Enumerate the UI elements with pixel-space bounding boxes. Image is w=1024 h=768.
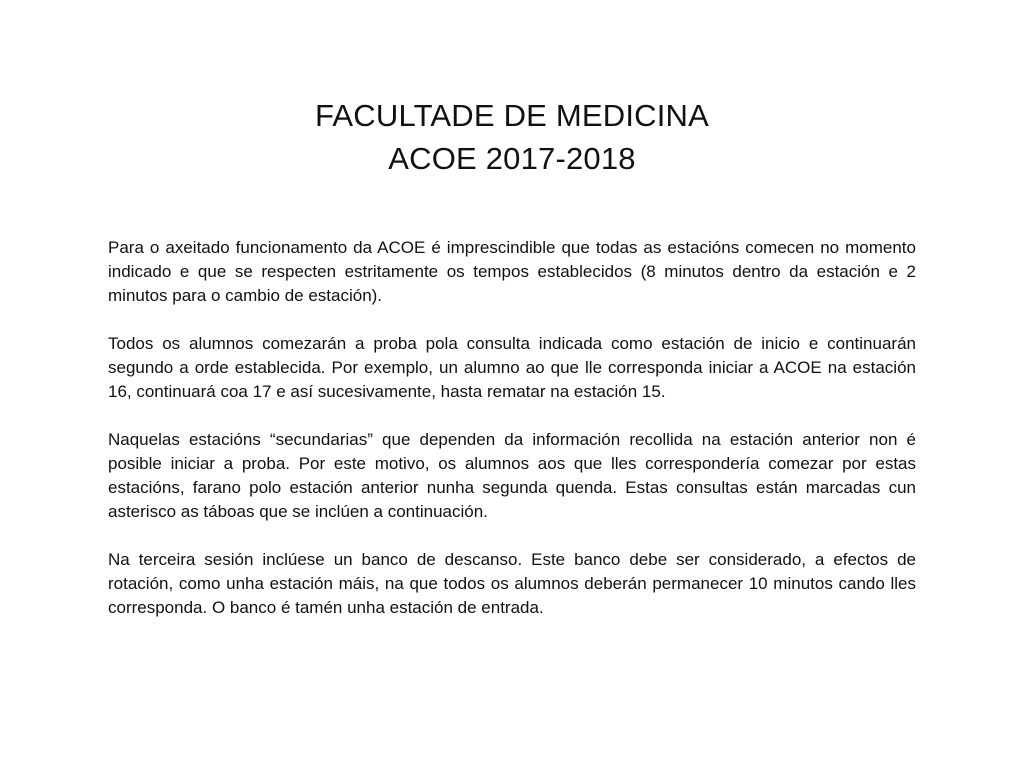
exam-title: ACOE 2017-2018 [388,141,636,176]
paragraph-rest-bench: Na terceira sesión inclúese un banco de descanso. Este banco debe ser considerado, a efectos de rotación, como unha estación máis, na que todos os alumnos deberán permanecer 10 minutos cando lles corresponda. O banco é tamén unha estación de entrada. [108,550,916,617]
title-block [0,94,1024,180]
paragraph-rotation: Todos os alumnos comezarán a proba pola consulta indicada como estación de inicio e continuarán segundo a orde establecida. Por exemplo, un alumno ao que lle corresponda iniciar a ACOE na estación 16, continuará coa 17 e así sucesivamente, hasta rematar na estación 15. [108,334,916,401]
paragraph-secondary-stations: Naquelas estacións “secundarias” que dependen da información recollida na estación anterior non é posible iniciar a proba. Por este motivo, os alumnos aos que lles correspondería comezar por estas estacións, farano polo estación anterior nunha segunda quenda. Estas consultas están marcadas cun asterisco as táboas que se inclúen a continuación. [108,430,916,521]
body-text [108,236,916,644]
paragraph-timing: Para o axeitado funcionamento da ACOE é imprescindible que todas as estacións comecen no momento indicado e que se respecten estritamente os tempos establecidos (8 minutos dentro da estación e 2 minutos para o cambio de estación). [108,238,916,305]
faculty-title: FACULTADE DE MEDICINA [314,98,710,133]
